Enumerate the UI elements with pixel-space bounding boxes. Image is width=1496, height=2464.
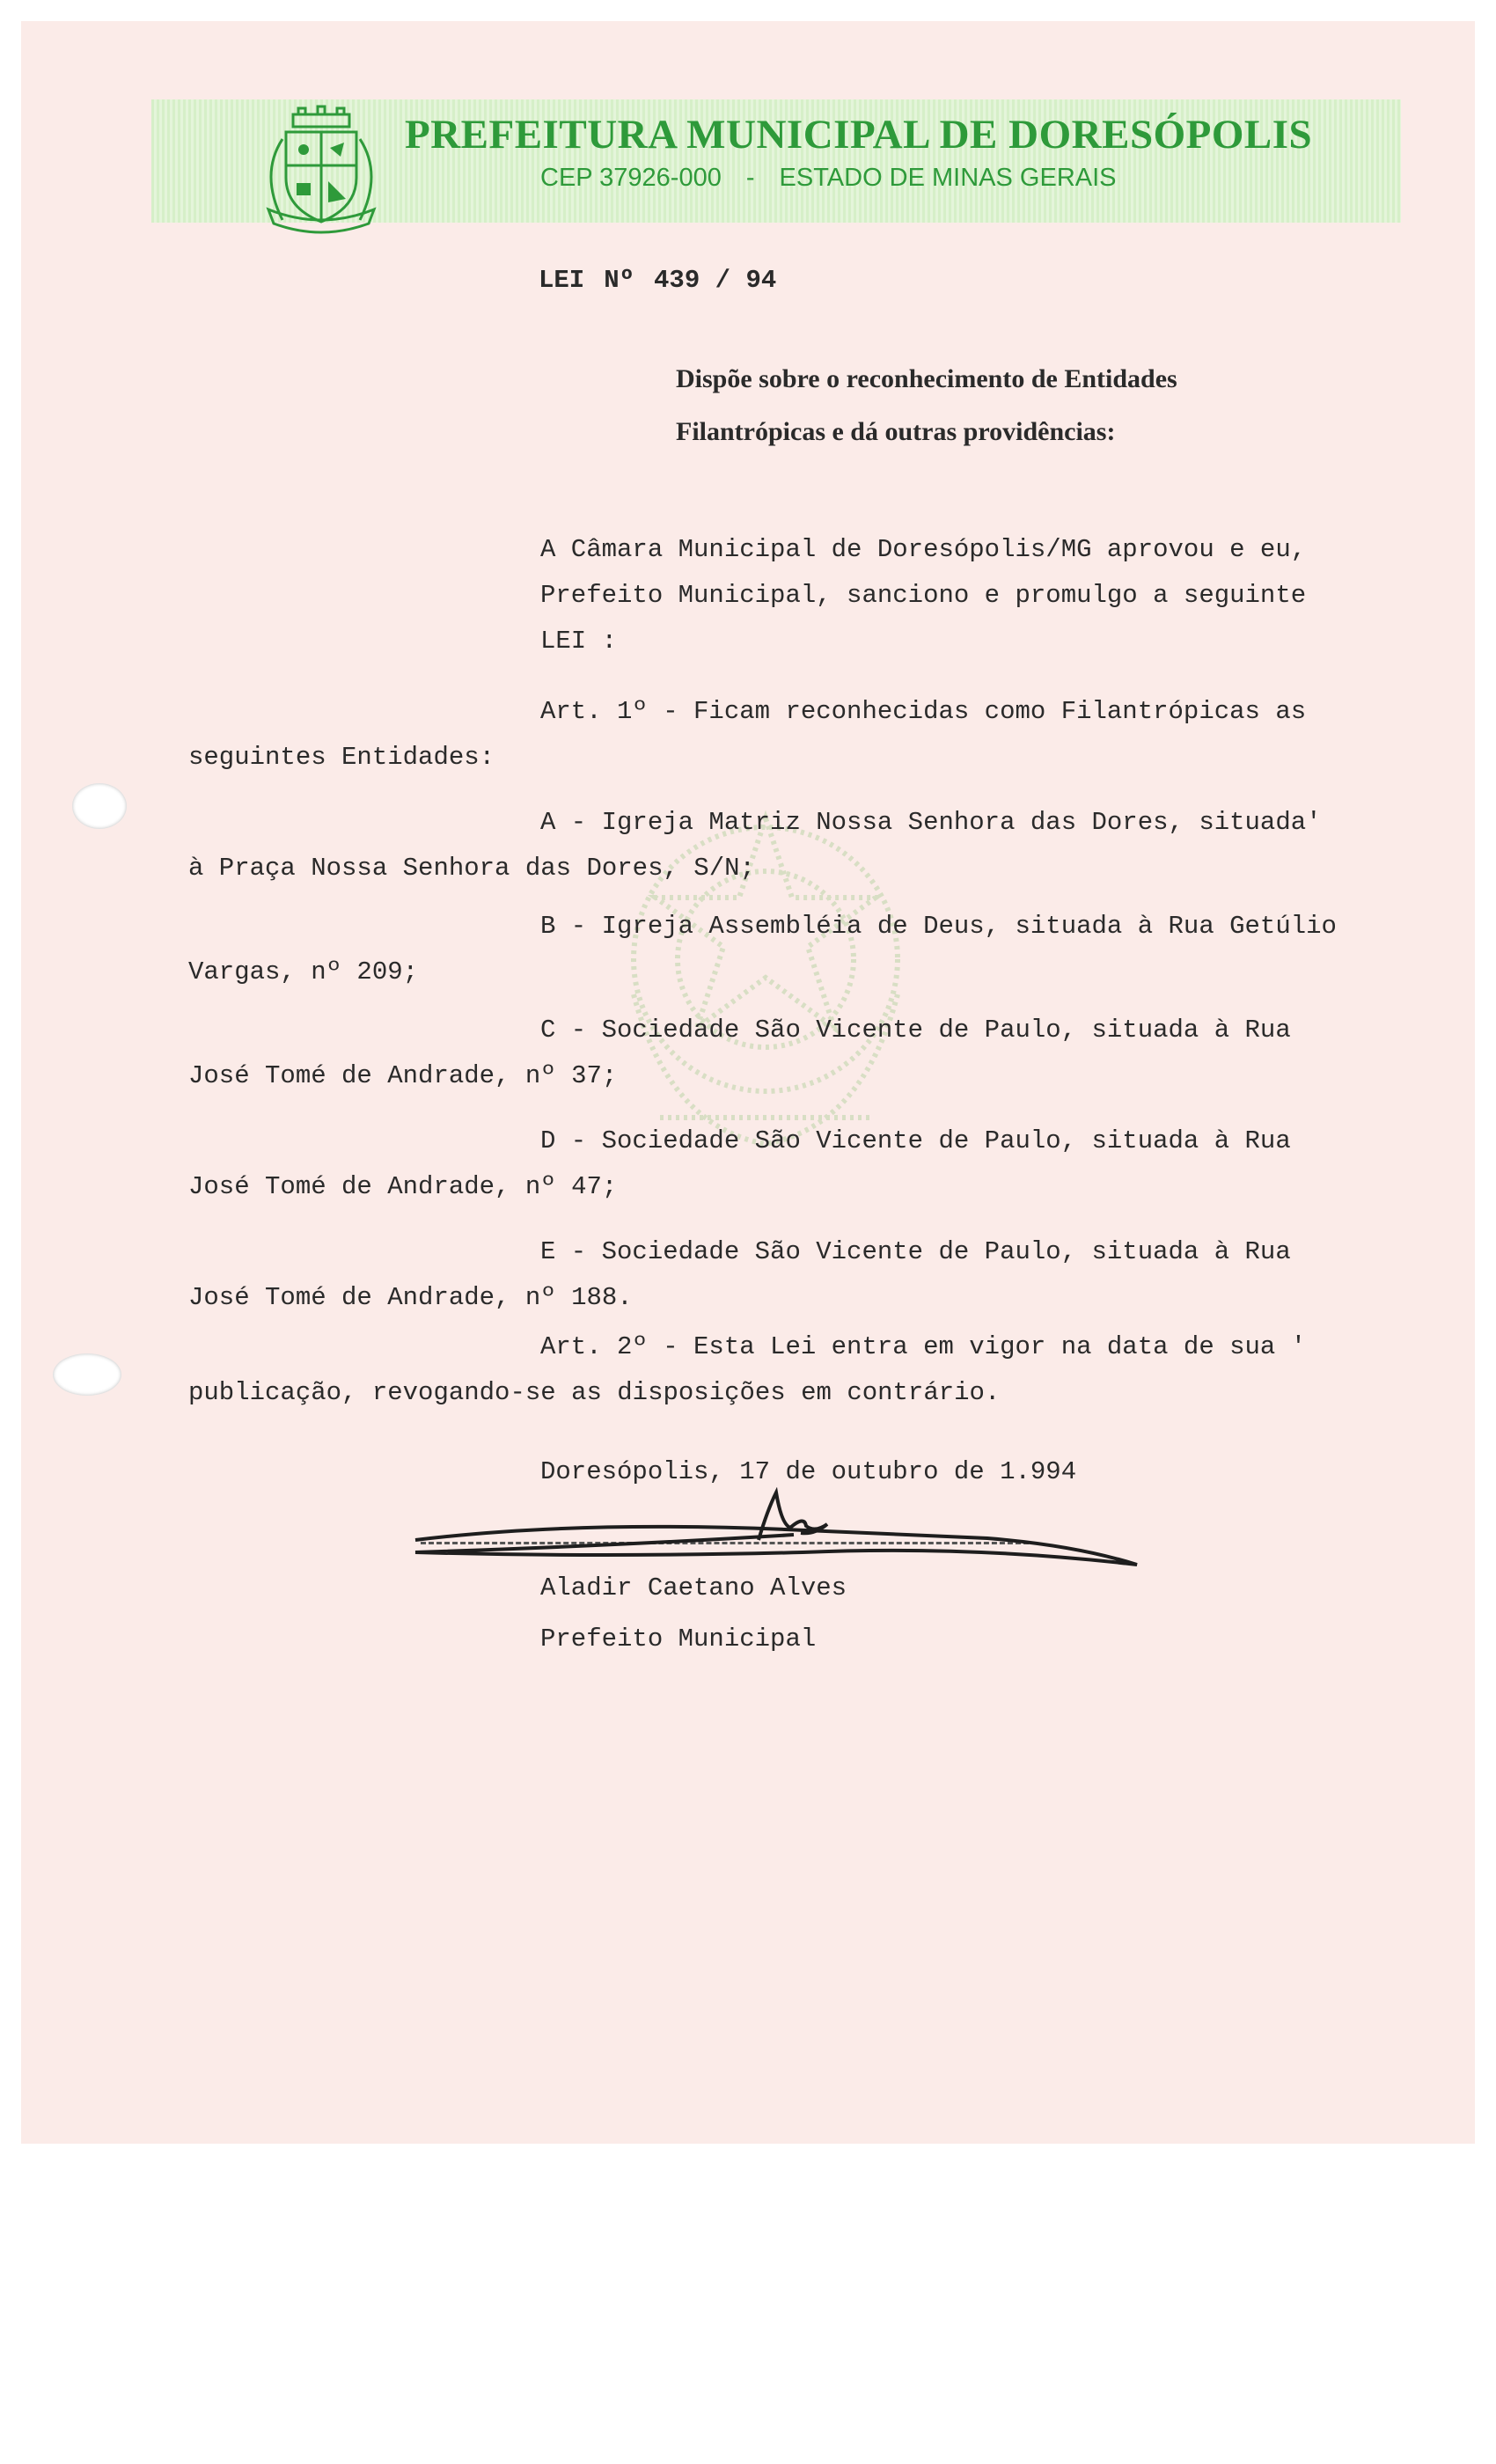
preamble-line-3: LEI : [540, 627, 618, 656]
letterhead-cep: CEP 37926-000 [540, 164, 722, 192]
signatory-name: Aladir Caetano Alves [540, 1573, 847, 1602]
letterhead-state: ESTADO DE MINAS GERAIS [779, 164, 1117, 192]
punch-hole-bottom [53, 1353, 121, 1396]
entity-d-line-2: José Tomé de Andrade, nº 47; [188, 1172, 618, 1201]
coat-of-arms-watermark-icon [581, 783, 950, 1162]
article-2-line-1: Art. 2º - Esta Lei entra em vigor na data de sua ' [540, 1332, 1307, 1361]
preamble-line-2: Prefeito Municipal, sanciono e promulgo a seguinte [540, 581, 1307, 610]
entity-b-line-1: B - Igreja Assembléia de Deus, situada à Rua Getúlio [540, 912, 1337, 941]
entity-b-line-2: Vargas, nº 209; [188, 957, 419, 986]
law-number-label: Nº [604, 266, 635, 295]
signatory-role: Prefeito Municipal [540, 1624, 817, 1654]
punch-hole-top [72, 783, 127, 829]
municipal-crest-icon [251, 104, 392, 236]
entity-c-line-1: C - Sociedade São Vicente de Paulo, situada à Rua [540, 1016, 1291, 1045]
article-1-line-2: seguintes Entidades: [188, 743, 495, 772]
law-title [539, 266, 796, 295]
letterhead-title: PREFEITURA MUNICIPAL DE DORESÓPOLIS [405, 112, 1313, 158]
entity-a-line-2: à Praça Nossa Senhora das Dores, S/N; [188, 854, 755, 883]
entity-c-line-2: José Tomé de Andrade, nº 37; [188, 1061, 618, 1090]
law-label: LEI [539, 266, 585, 295]
letterhead-subtitle [528, 164, 1129, 193]
entity-a-line-1: A - Igreja Matriz Nossa Senhora das Dores, situada' [540, 808, 1322, 837]
date-line: Doresópolis, 17 de outubro de 1.994 [540, 1457, 1077, 1486]
entity-e-line-1: E - Sociedade São Vicente de Paulo, situada à Rua [540, 1237, 1291, 1266]
law-number: 439 / 94 [654, 266, 777, 295]
article-2-line-2: publicação, revogando-se as disposições em contrário. [188, 1378, 1001, 1407]
letterhead-separator: - [745, 164, 755, 192]
ementa-line-2: Filantrópicas e dá outras providências: [676, 417, 1116, 446]
article-1-line-1: Art. 1º - Ficam reconhecidas como Filantrópicas as [540, 697, 1307, 726]
ementa-line-1: Dispõe sobre o reconhecimento de Entidades [676, 364, 1177, 393]
preamble-line-1: A Câmara Municipal de Doresópolis/MG aprovou e eu, [540, 535, 1307, 564]
handwritten-signature [414, 1487, 1144, 1575]
entity-e-line-2: José Tomé de Andrade, nº 188. [188, 1283, 633, 1312]
entity-d-line-1: D - Sociedade São Vicente de Paulo, situada à Rua [540, 1126, 1291, 1155]
